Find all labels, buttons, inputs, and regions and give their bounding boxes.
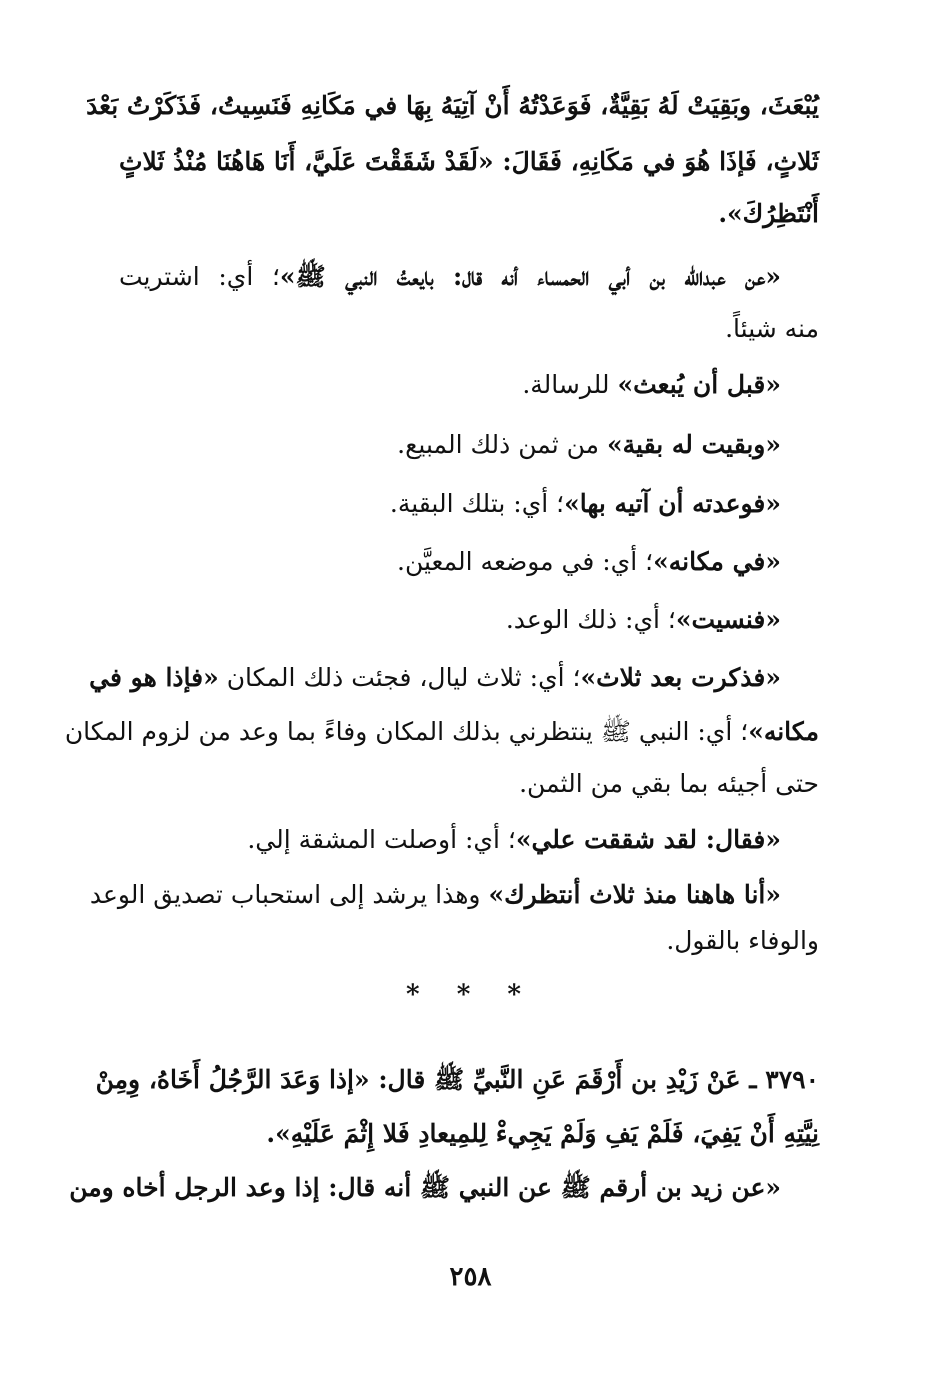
quoted-phrase: «أنا هاهنا منذ ثلاث أنتظرك» [488, 880, 781, 909]
hadith-text-line: أَنْتَظِرُكَ». [718, 199, 819, 228]
commentary-line [89, 875, 781, 915]
hadith-text-line: ثَلاثٍ، فَإذَا هُوَ في مَكَانِهِ، فَقَالَ: «لَقَدْ شَقَقْتَ عَلَيَّ، أَنَا هَاهُنَا مُنْذُ ثَلاثٍ [119, 147, 819, 176]
commentary-line: «عن زيد بن أرقم ﷺ عن النبي ﷺ أنه قال: إذا وعد الرجل أخاه ومن [69, 1173, 781, 1202]
commentary-text: ؛ أي: ثلاث ليال، فجئت ذلك المكان [218, 663, 581, 692]
quoted-phrase: «قبل أن يُبعث» [617, 370, 781, 399]
page-number: ٢٥٨ [449, 1262, 492, 1292]
commentary-line [89, 658, 781, 698]
hadith-text-line: نِيَّتِهِ أَنْ يَفِيَ، فَلَمْ يَفِ وَلَمْ يَجِيءْ لِلمِيعادِ فَلا إِثْمَ عَلَيْهِ». [266, 1119, 819, 1148]
hadith-text-line: ٣٧٩٠ ـ عَنْ زَيْدِ بن أَرْقَمَ عَنِ النَّبيِّ ﷺ قال: «إذا وَعَدَ الرَّجُلُ أَخَاهُ، وِمِنْ [95, 1065, 819, 1094]
commentary-text: ؛ أي: ذلك الوعد. [505, 605, 676, 634]
commentary-text: من ثمن ذلك المبيع. [397, 430, 607, 459]
quoted-phrase: «فإذا هو في [89, 663, 219, 692]
quoted-phrase: «عن عبدالله بن أبي الحمساء أنه قال: بايعتُ النبي ﷺ» [279, 262, 781, 291]
commentary-line [119, 365, 781, 405]
commentary-line [119, 820, 781, 860]
commentary-text: ؛ أي: النبي ﷺ ينتظرني بذلك المكان وفاءً بما وعد من لزوم المكان [64, 717, 749, 746]
commentary-line [119, 484, 781, 524]
commentary-line: حتى أجيئه بما بقي من الثمن. [519, 769, 819, 798]
quoted-phrase: «فوعدته أن آتيه بها» [564, 489, 781, 518]
section-separator: * * * [406, 980, 535, 1010]
commentary-text: ؛ أي: في موضعه المعيَّن. [397, 547, 654, 576]
commentary-text: وهذا يرشد إلى استحباب تصديق الوعد [89, 880, 489, 909]
commentary-line [119, 257, 781, 297]
commentary-line [119, 600, 781, 640]
commentary-line: منه شيئاً. [725, 314, 819, 343]
commentary-line [119, 542, 781, 582]
quoted-phrase: «وبقيت له بقية» [607, 430, 781, 459]
commentary-text: ؛ أي: اشتريت [119, 262, 280, 291]
commentary-line [119, 425, 781, 465]
commentary-line [64, 712, 819, 752]
commentary-text: ؛ أي: بتلك البقية. [389, 489, 565, 518]
quoted-phrase: مكانه» [748, 717, 819, 746]
quoted-phrase: «فقال: لقد شققت علي» [515, 825, 781, 854]
commentary-text: ؛ أي: أوصلت المشقة إلي. [247, 825, 516, 854]
hadith-text-line: يُبْعَثَ، وبَقِيَتْ لَهُ بَقِيَّةٌ، فَوَعَدْتُهُ أَنْ آتِيَهُ بِهَا في مَكَانِهِ فَنَسِيتُ، فَذَكَرْتُ بَعْدَ [86, 91, 819, 120]
commentary-line: والوفاء بالقول. [666, 926, 819, 955]
quoted-phrase: «فذكرت بعد ثلاث» [580, 663, 781, 692]
quoted-phrase: «في مكانه» [653, 547, 781, 576]
commentary-text: للرسالة. [522, 370, 618, 399]
quoted-phrase: «فنسيت» [675, 605, 781, 634]
